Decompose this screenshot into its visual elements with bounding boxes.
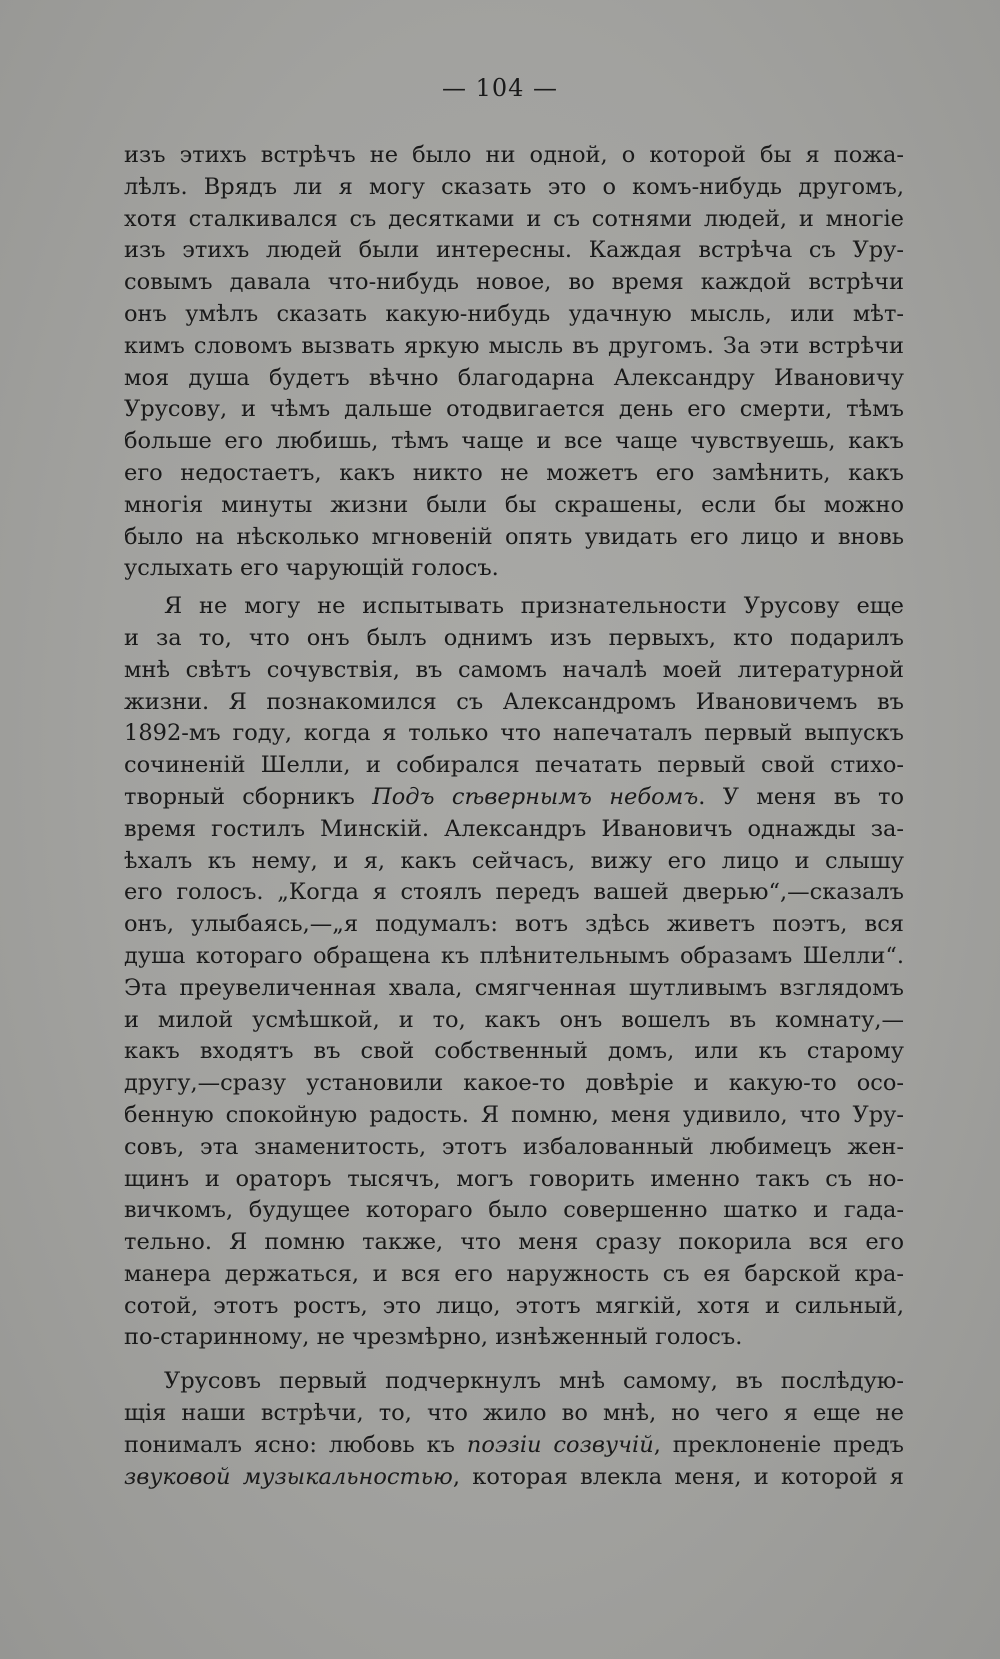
- text-run: понималъ ясно: любовь къ: [124, 1431, 467, 1458]
- text-line: сочиненій Шелли, и собирался печатать первый свой стихо-: [124, 752, 904, 779]
- text-line: по-старинному, не чрезмѣрно, изнѣженный голосъ.: [124, 1324, 743, 1351]
- text-line: тельно. Я помню также, что меня сразу покорила вся его: [124, 1229, 904, 1256]
- text-line: сотой, этотъ ростъ, это лицо, этотъ мягкій, хотя и сильный,: [124, 1292, 904, 1319]
- text-line: Урусовъ первый подчеркнулъ мнѣ самому, въ послѣдую-: [164, 1368, 904, 1395]
- page-number: — 104 —: [441, 74, 559, 102]
- italic-text: Подъ сѣвернымъ небомъ: [372, 783, 699, 810]
- text-line: щинъ и ораторъ тысячъ, могъ говорить именно такъ съ но-: [124, 1165, 904, 1192]
- text-line: щія наши встрѣчи, то, что жило во мнѣ, но чего я еще не: [124, 1400, 904, 1427]
- text-run: , которая влекла меня, и которой я: [452, 1463, 904, 1490]
- text-run: , преклоненіе предъ: [653, 1431, 904, 1458]
- text-line: Эта преувеличенная хвала, смягченная шутливымъ взглядомъ: [124, 974, 904, 1001]
- text-run: . У меня въ то: [698, 783, 904, 810]
- text-line: Я не могу не испытывать признательности Урусову еще: [164, 593, 904, 620]
- text-line: совъ, эта знаменитость, этотъ избалованный любимецъ жен-: [124, 1133, 904, 1160]
- text-line: вичкомъ, будущее котораго было совершенно шатко и гада-: [124, 1197, 904, 1224]
- italic-text: поэзіи созвучій: [466, 1431, 654, 1458]
- text-line: онъ, улыбаясь,—„я подумалъ: вотъ здѣсь живетъ поэтъ, вся: [124, 911, 904, 938]
- text-line: его голосъ. „Когда я стоялъ передъ вашей дверью“,—сказалъ: [124, 879, 904, 906]
- text-line: [124, 1462, 904, 1494]
- text-line: было на нѣсколько мгновеній опять увидать его лицо и вновь: [124, 523, 904, 550]
- text-line: манера держаться, и вся его наружность съ ея барской кра-: [124, 1260, 904, 1287]
- text-line: моя душа будетъ вѣчно благодарна Александру Ивановичу: [124, 364, 904, 391]
- text-line: изъ этихъ людей были интересны. Каждая встрѣча съ Уру-: [124, 237, 904, 264]
- text-line: какъ входятъ въ свой собственный домъ, или къ старому: [124, 1038, 904, 1065]
- paragraph: [124, 591, 904, 1354]
- text-line: и за то, что онъ былъ однимъ изъ первыхъ, кто подарилъ: [124, 624, 904, 651]
- text-line: жизни. Я познакомился съ Александромъ Ивановичемъ въ: [124, 688, 904, 715]
- text-line: услыхать его чарующій голосъ.: [124, 555, 499, 582]
- text-line: его недостаетъ, какъ никто не можетъ его замѣнить, какъ: [124, 459, 904, 486]
- text-line: лѣлъ. Врядъ ли я могу сказать это о комъ-нибудь другомъ,: [124, 173, 904, 200]
- text-line: [124, 782, 904, 814]
- text-line: кимъ словомъ вызвать яркую мысль въ другомъ. За эти встрѣчи: [124, 332, 904, 359]
- text-line: Урусову, и чѣмъ дальше отодвигается день его смерти, тѣмъ: [124, 396, 904, 423]
- text-line: онъ умѣлъ сказать какую-нибудь удачную мысль, или мѣт-: [124, 300, 904, 327]
- text-line: 1892-мъ году, когда я только что напечаталъ первый выпускъ: [124, 720, 904, 747]
- italic-text: звуковой музыкальностью: [124, 1463, 453, 1490]
- text-line: хотя сталкивался съ десятками и съ сотнями людей, и многіе: [124, 205, 904, 232]
- paragraph: [124, 140, 904, 585]
- text-line: и милой усмѣшкой, и то, какъ онъ вошелъ въ комнату,—: [124, 1006, 904, 1033]
- text-line: бенную спокойную радость. Я помню, меня удивило, что Уру-: [124, 1101, 904, 1128]
- paragraph: [124, 1366, 904, 1493]
- text-line: многія минуты жизни были бы скрашены, если бы можно: [124, 491, 904, 518]
- text-line: [124, 1430, 904, 1462]
- text-line: мнѣ свѣтъ сочувствія, въ самомъ началѣ моей литературной: [124, 656, 904, 683]
- body-text: [124, 140, 904, 1493]
- text-line: больше его любишь, тѣмъ чаще и все чаще чувствуешь, какъ: [124, 428, 904, 455]
- text-line: другу,—сразу установили какое-то довѣріе и какую-то осо-: [124, 1070, 904, 1097]
- text-line: душа котораго обращена къ плѣнительнымъ образамъ Шелли“.: [124, 942, 904, 969]
- text-run: творный сборникъ: [124, 783, 373, 810]
- text-line: ѣхалъ къ нему, и я, какъ сейчасъ, вижу его лицо и слышу: [124, 847, 904, 874]
- text-line: изъ этихъ встрѣчъ не было ни одной, о которой бы я пожа-: [124, 142, 904, 168]
- text-line: совымъ давала что-нибудь новое, во время каждой встрѣчи: [124, 269, 904, 296]
- text-line: время гостилъ Минскій. Александръ Ивановичъ однажды за-: [124, 815, 904, 842]
